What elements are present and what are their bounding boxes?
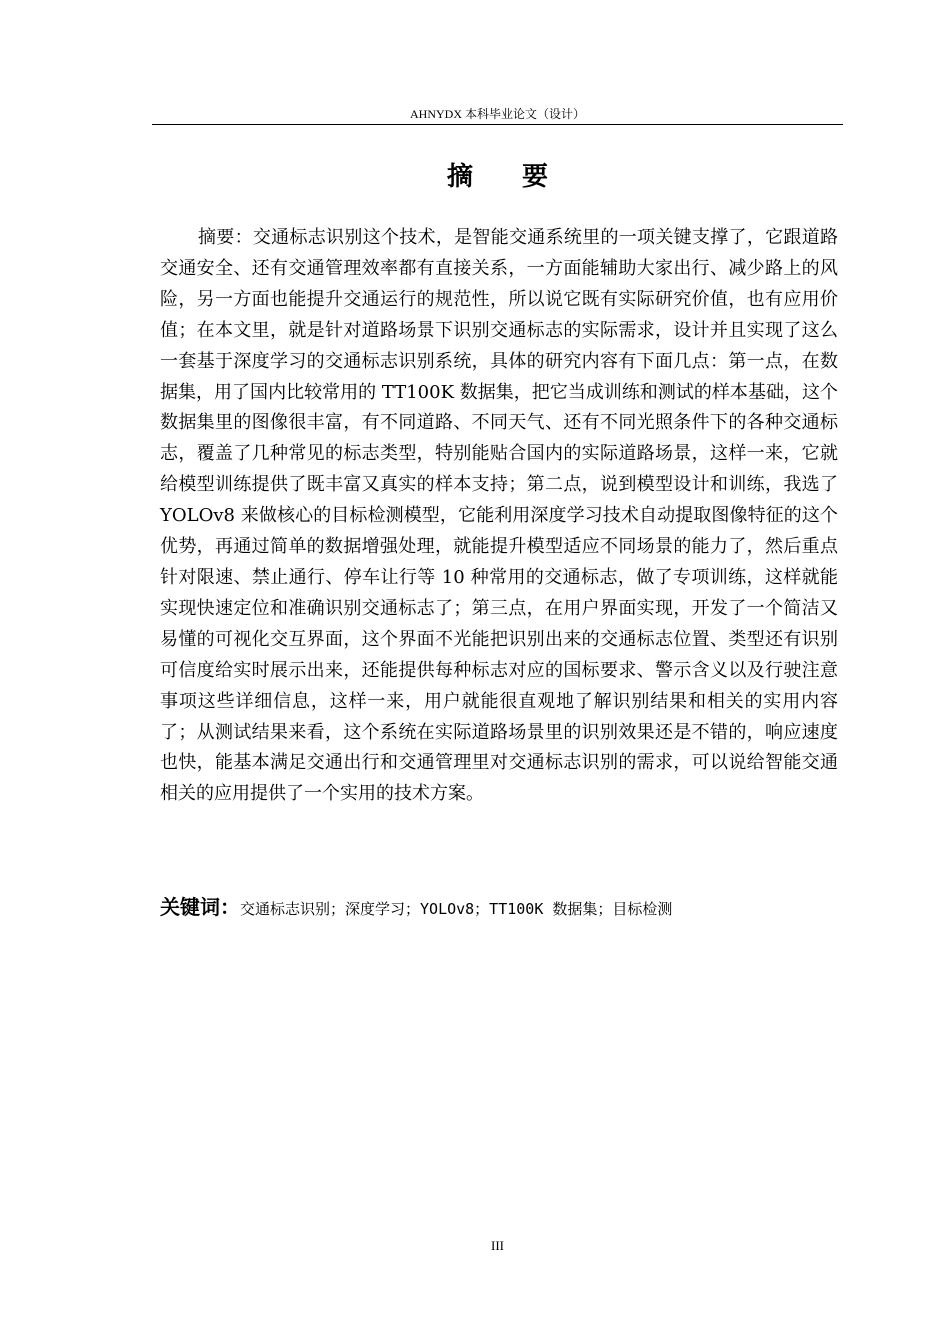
page-number: III xyxy=(491,1238,504,1253)
abstract-body: 摘要：交通标志识别这个技术，是智能交通系统里的一项关键支撑了，它跟道路交通安全、还有交通管理效率都有直接关系，一方面能辅助大家出行、减少路上的风险，另一方面也能提升交通运行的规范性，所以说它既有实际研究价值，也有应用价值；在本文里，就是针对道路场景下识别交通标志的实际需求，设计并且实现了这么一套基于深度学习的交通标志识别系统，具体的研究内容有下面几点：第一点，在数据集，用了国内比较常用的 TT100K 数据集，把它当成训练和测试的样本基础，这个数据集里的图像很丰富，有不同道路、不同天气、还有不同光照条件下的各种交通标志，覆盖了几种常见的标志类型，特别能贴合国内的实际道路场景，这样一来，它就给模型训练提供了既丰富又真实的样本支持；第二点，说到模型设计和训练，我选了 YOLOv8 来做核心的目标检测模型，它能利用深度学习技术自动提取图像特征的这个优势，再通过简单的数据增强处理，就能提升模型适应不同场景的能力了，然后重点针对限速、禁止通行、停车让行等 10 种常用的交通标志，做了专项训练，这样就能实现快速定位和准确识别交通标志了；第三点，在用户界面实现，开发了一个简洁又易懂的可视化交互界面，这个界面不光能把识别出来的交通标志位置、类型还有识别可信度给实时展示出来，还能提供每种标志对应的国标要求、警示含义以及行驶注意事项这些详细信息，这样一来，用户就能很直观地了解识别结果和相关的实用内容了；从测试结果来看，这个系统在实际道路场景里的识别效果还是不错的，响应速度也快，能基本满足交通出行和交通管理里对交通标志识别的需求，可以说给智能交通相关的应用提供了一个实用的技术方案。 xyxy=(160,227,838,805)
header-rule xyxy=(152,124,843,125)
keywords-label: 关键词： xyxy=(160,895,240,919)
running-header: AHNYDX 本科毕业论文（设计） xyxy=(410,107,585,121)
keywords-line xyxy=(160,890,838,926)
keywords-text: 交通标志识别；深度学习；YOLOv8；TT100K 数据集；目标检测 xyxy=(240,900,673,918)
page-title: 摘 要 xyxy=(446,162,569,192)
